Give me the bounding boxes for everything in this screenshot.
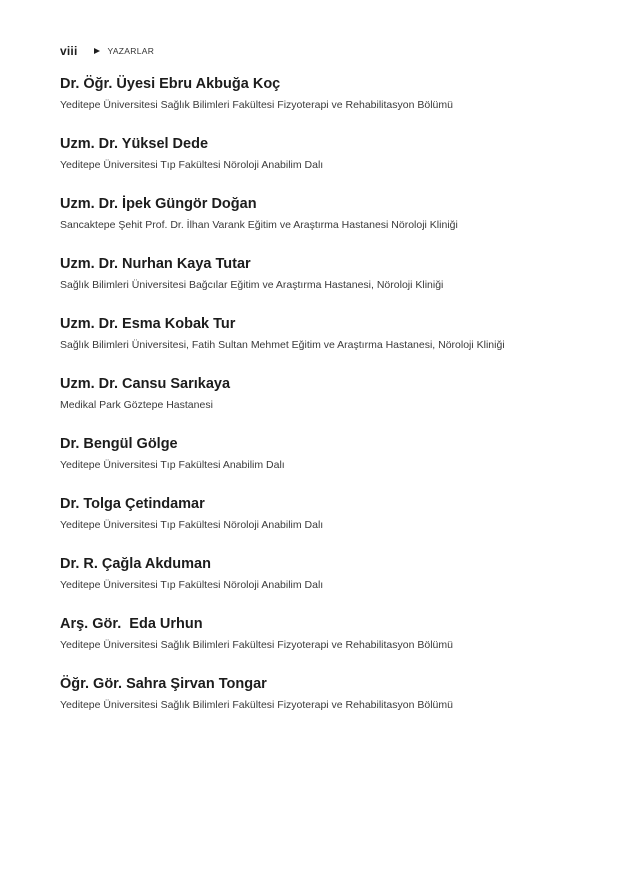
author-name: Dr. R. Çağla Akduman	[60, 556, 211, 572]
author-affiliation: Yeditepe Üniversitesi Sağlık Bilimleri Fakültesi Fizyoterapi ve Rehabilitasyon Bölümü	[60, 639, 453, 651]
triangle-right-icon	[94, 48, 100, 54]
author-name: Uzm. Dr. İpek Güngör Doğan	[60, 196, 257, 212]
author-entry	[60, 134, 600, 194]
author-affiliation: Sağlık Bilimleri Üniversitesi, Fatih Sultan Mehmet Eğitim ve Araştırma Hastanesi, Nöroloji Kliniği	[60, 339, 505, 351]
author-entry	[60, 434, 600, 494]
page-number: viii	[60, 44, 78, 58]
author-list	[60, 74, 600, 734]
author-name: Arş. Gör. Eda Urhun	[60, 616, 203, 632]
author-affiliation: Yeditepe Üniversitesi Sağlık Bilimleri Fakültesi Fizyoterapi ve Rehabilitasyon Bölümü	[60, 99, 453, 111]
author-affiliation: Medikal Park Göztepe Hastanesi	[60, 399, 213, 411]
author-name: Dr. Bengül Gölge	[60, 436, 178, 452]
author-affiliation: Sağlık Bilimleri Üniversitesi Bağcılar Eğitim ve Araştırma Hastanesi, Nöroloji Kliniği	[60, 279, 444, 291]
author-name: Öğr. Gör. Sahra Şirvan Tongar	[60, 676, 267, 692]
author-entry	[60, 494, 600, 554]
author-entry	[60, 314, 600, 374]
author-name: Uzm. Dr. Cansu Sarıkaya	[60, 376, 231, 392]
author-entry	[60, 614, 600, 674]
author-entry	[60, 374, 600, 434]
author-name: Uzm. Dr. Esma Kobak Tur	[60, 316, 236, 332]
author-name: Uzm. Dr. Yüksel Dede	[60, 136, 209, 152]
author-name: Uzm. Dr. Nurhan Kaya Tutar	[60, 256, 251, 272]
author-affiliation: Yeditepe Üniversitesi Tıp Fakültesi Nöroloji Anabilim Dalı	[60, 519, 324, 531]
section-title: YAZARLAR	[107, 46, 155, 56]
author-entry	[60, 554, 600, 614]
author-affiliation: Yeditepe Üniversitesi Tıp Fakültesi Nöroloji Anabilim Dalı	[60, 159, 324, 171]
author-entry	[60, 194, 600, 254]
author-name: Dr. Tolga Çetindamar	[60, 496, 205, 512]
author-affiliation: Yeditepe Üniversitesi Tıp Fakültesi Nöroloji Anabilim Dalı	[60, 579, 324, 591]
author-entry	[60, 74, 600, 134]
author-affiliation: Yeditepe Üniversitesi Tıp Fakültesi Anabilim Dalı	[60, 459, 285, 471]
author-entry	[60, 254, 600, 314]
author-name: Dr. Öğr. Üyesi Ebru Akbuğa Koç	[60, 76, 281, 92]
page-header	[60, 44, 154, 58]
author-affiliation: Sancaktepe Şehit Prof. Dr. İlhan Varank Eğitim ve Araştırma Hastanesi Nöroloji Kliniği	[60, 219, 458, 231]
author-entry	[60, 674, 600, 734]
author-affiliation: Yeditepe Üniversitesi Sağlık Bilimleri Fakültesi Fizyoterapi ve Rehabilitasyon Bölümü	[60, 699, 453, 711]
